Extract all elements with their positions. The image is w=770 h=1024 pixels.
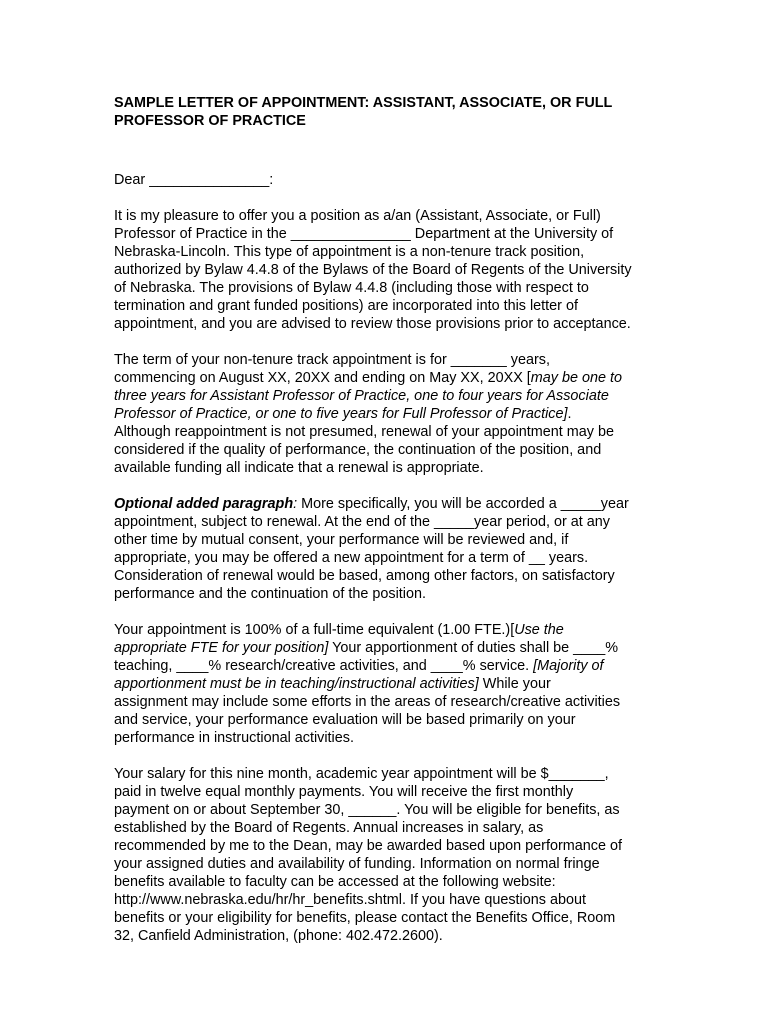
- text-line: [114, 621, 662, 639]
- italic-note: may be one to: [530, 370, 622, 386]
- text-line: [114, 639, 662, 657]
- italic-note: three years for Assistant Professor of Practice, one to four years for Associate: [114, 388, 609, 404]
- text-line: The term of your non-tenure track appointment is for _______ years,: [114, 352, 550, 368]
- paragraph-offer: [114, 207, 662, 333]
- text-line: appointment, and you are advised to review those provisions prior to acceptance.: [114, 316, 631, 332]
- optional-paragraph-label: Optional added paragraph: [114, 496, 294, 512]
- italic-note: appropriate FTE for your position]: [114, 640, 329, 656]
- text-line: considered if the quality of performance, the continuation of the position, and: [114, 442, 602, 458]
- text-line: Professor of Practice in the _______________ Department at the University of: [114, 226, 614, 242]
- paragraph-fte: [114, 621, 662, 747]
- text-line: benefits available to faculty can be accessed at the following website:: [114, 874, 556, 890]
- text-line: Although reappointment is not presumed, renewal of your appointment may be: [114, 424, 614, 440]
- text-segment: teaching, ____% research/creative activities, and ____% service.: [114, 658, 534, 674]
- text-line: appropriate, you may be offered a new appointment for a term of __ years.: [114, 550, 589, 566]
- text-line: recommended by me to the Dean, may be awarded based upon performance of: [114, 838, 622, 854]
- text-line: paid in twelve equal monthly payments. You will receive the first monthly: [114, 784, 574, 800]
- text-line: of Nebraska. The provisions of Bylaw 4.4.8 (including those with respect to: [114, 280, 589, 296]
- text-line: termination and grant funded positions) are incorporated into this letter of: [114, 298, 578, 314]
- text-segment: Your appointment is 100% of a full-time equivalent (1.00 FTE.)[: [114, 622, 515, 638]
- italic-note: [Majority of: [533, 658, 604, 674]
- letter-page: [114, 94, 662, 963]
- text-line: Consideration of renewal would be based, among other factors, on satisfactory: [114, 568, 615, 584]
- title-line-1: SAMPLE LETTER OF APPOINTMENT: ASSISTANT, ASSOCIATE, OR FULL: [114, 95, 613, 111]
- italic-note: Professor of Practice, or one to five years for Full Professor of Practice]: [114, 406, 568, 422]
- text-line: It is my pleasure to offer you a position as a/an (Assistant, Associate, or Full): [114, 208, 601, 224]
- text-line: available funding all indicate that a renewal is appropriate.: [114, 460, 484, 476]
- text-line: and service, your performance evaluation will be based primarily on your: [114, 712, 576, 728]
- paragraph-optional: [114, 495, 662, 603]
- text-line: 32, Canfield Administration, (phone: 402.472.2600).: [114, 928, 443, 944]
- text-line: [114, 405, 662, 423]
- text-segment: commencing on August XX, 20XX and ending on May XX, 20XX [: [114, 370, 531, 386]
- text-line: Your salary for this nine month, academic year appointment will be $_______,: [114, 766, 609, 782]
- benefits-url-line: http://www.nebraska.edu/hr/hr_benefits.shtml. If you have questions about: [114, 892, 586, 908]
- text-segment: :: [293, 496, 298, 512]
- text-line: payment on or about September 30, ______. You will be eligible for benefits, as: [114, 802, 620, 818]
- text-line: [114, 675, 662, 693]
- paragraph-term: [114, 351, 662, 477]
- document-title: [114, 94, 662, 130]
- salutation: Dear _______________:: [114, 172, 274, 188]
- paragraph-salary: [114, 765, 662, 945]
- text-line: performance and the continuation of the position.: [114, 586, 427, 602]
- text-segment: Your apportionment of duties shall be ____%: [328, 640, 618, 656]
- text-segment: More specifically, you will be accorded a _____year: [297, 496, 629, 512]
- text-line: Nebraska-Lincoln. This type of appointment is a non-tenure track position,: [114, 244, 585, 260]
- text-line: assignment may include some efforts in the areas of research/creative activities: [114, 694, 621, 710]
- text-line: established by the Board of Regents. Annual increases in salary, as: [114, 820, 544, 836]
- text-line: [114, 495, 662, 513]
- text-line: [114, 657, 662, 675]
- italic-note: Use the: [514, 622, 564, 638]
- text-line: benefits or your eligibility for benefits, please contact the Benefits Office, Room: [114, 910, 616, 926]
- title-line-2: PROFESSOR OF PRACTICE: [114, 113, 306, 129]
- italic-note: apportionment must be in teaching/instructional activities]: [114, 676, 479, 692]
- text-segment: .: [567, 406, 572, 422]
- text-line: performance in instructional activities.: [114, 730, 354, 746]
- text-line: appointment, subject to renewal. At the end of the _____year period, or at any: [114, 514, 611, 530]
- text-segment: While your: [478, 676, 551, 692]
- text-line: [114, 369, 662, 387]
- text-line: authorized by Bylaw 4.4.8 of the Bylaws of the Board of Regents of the University: [114, 262, 632, 278]
- text-line: other time by mutual consent, your performance will be reviewed and, if: [114, 532, 569, 548]
- text-line: your assigned duties and availability of funding. Information on normal fringe: [114, 856, 600, 872]
